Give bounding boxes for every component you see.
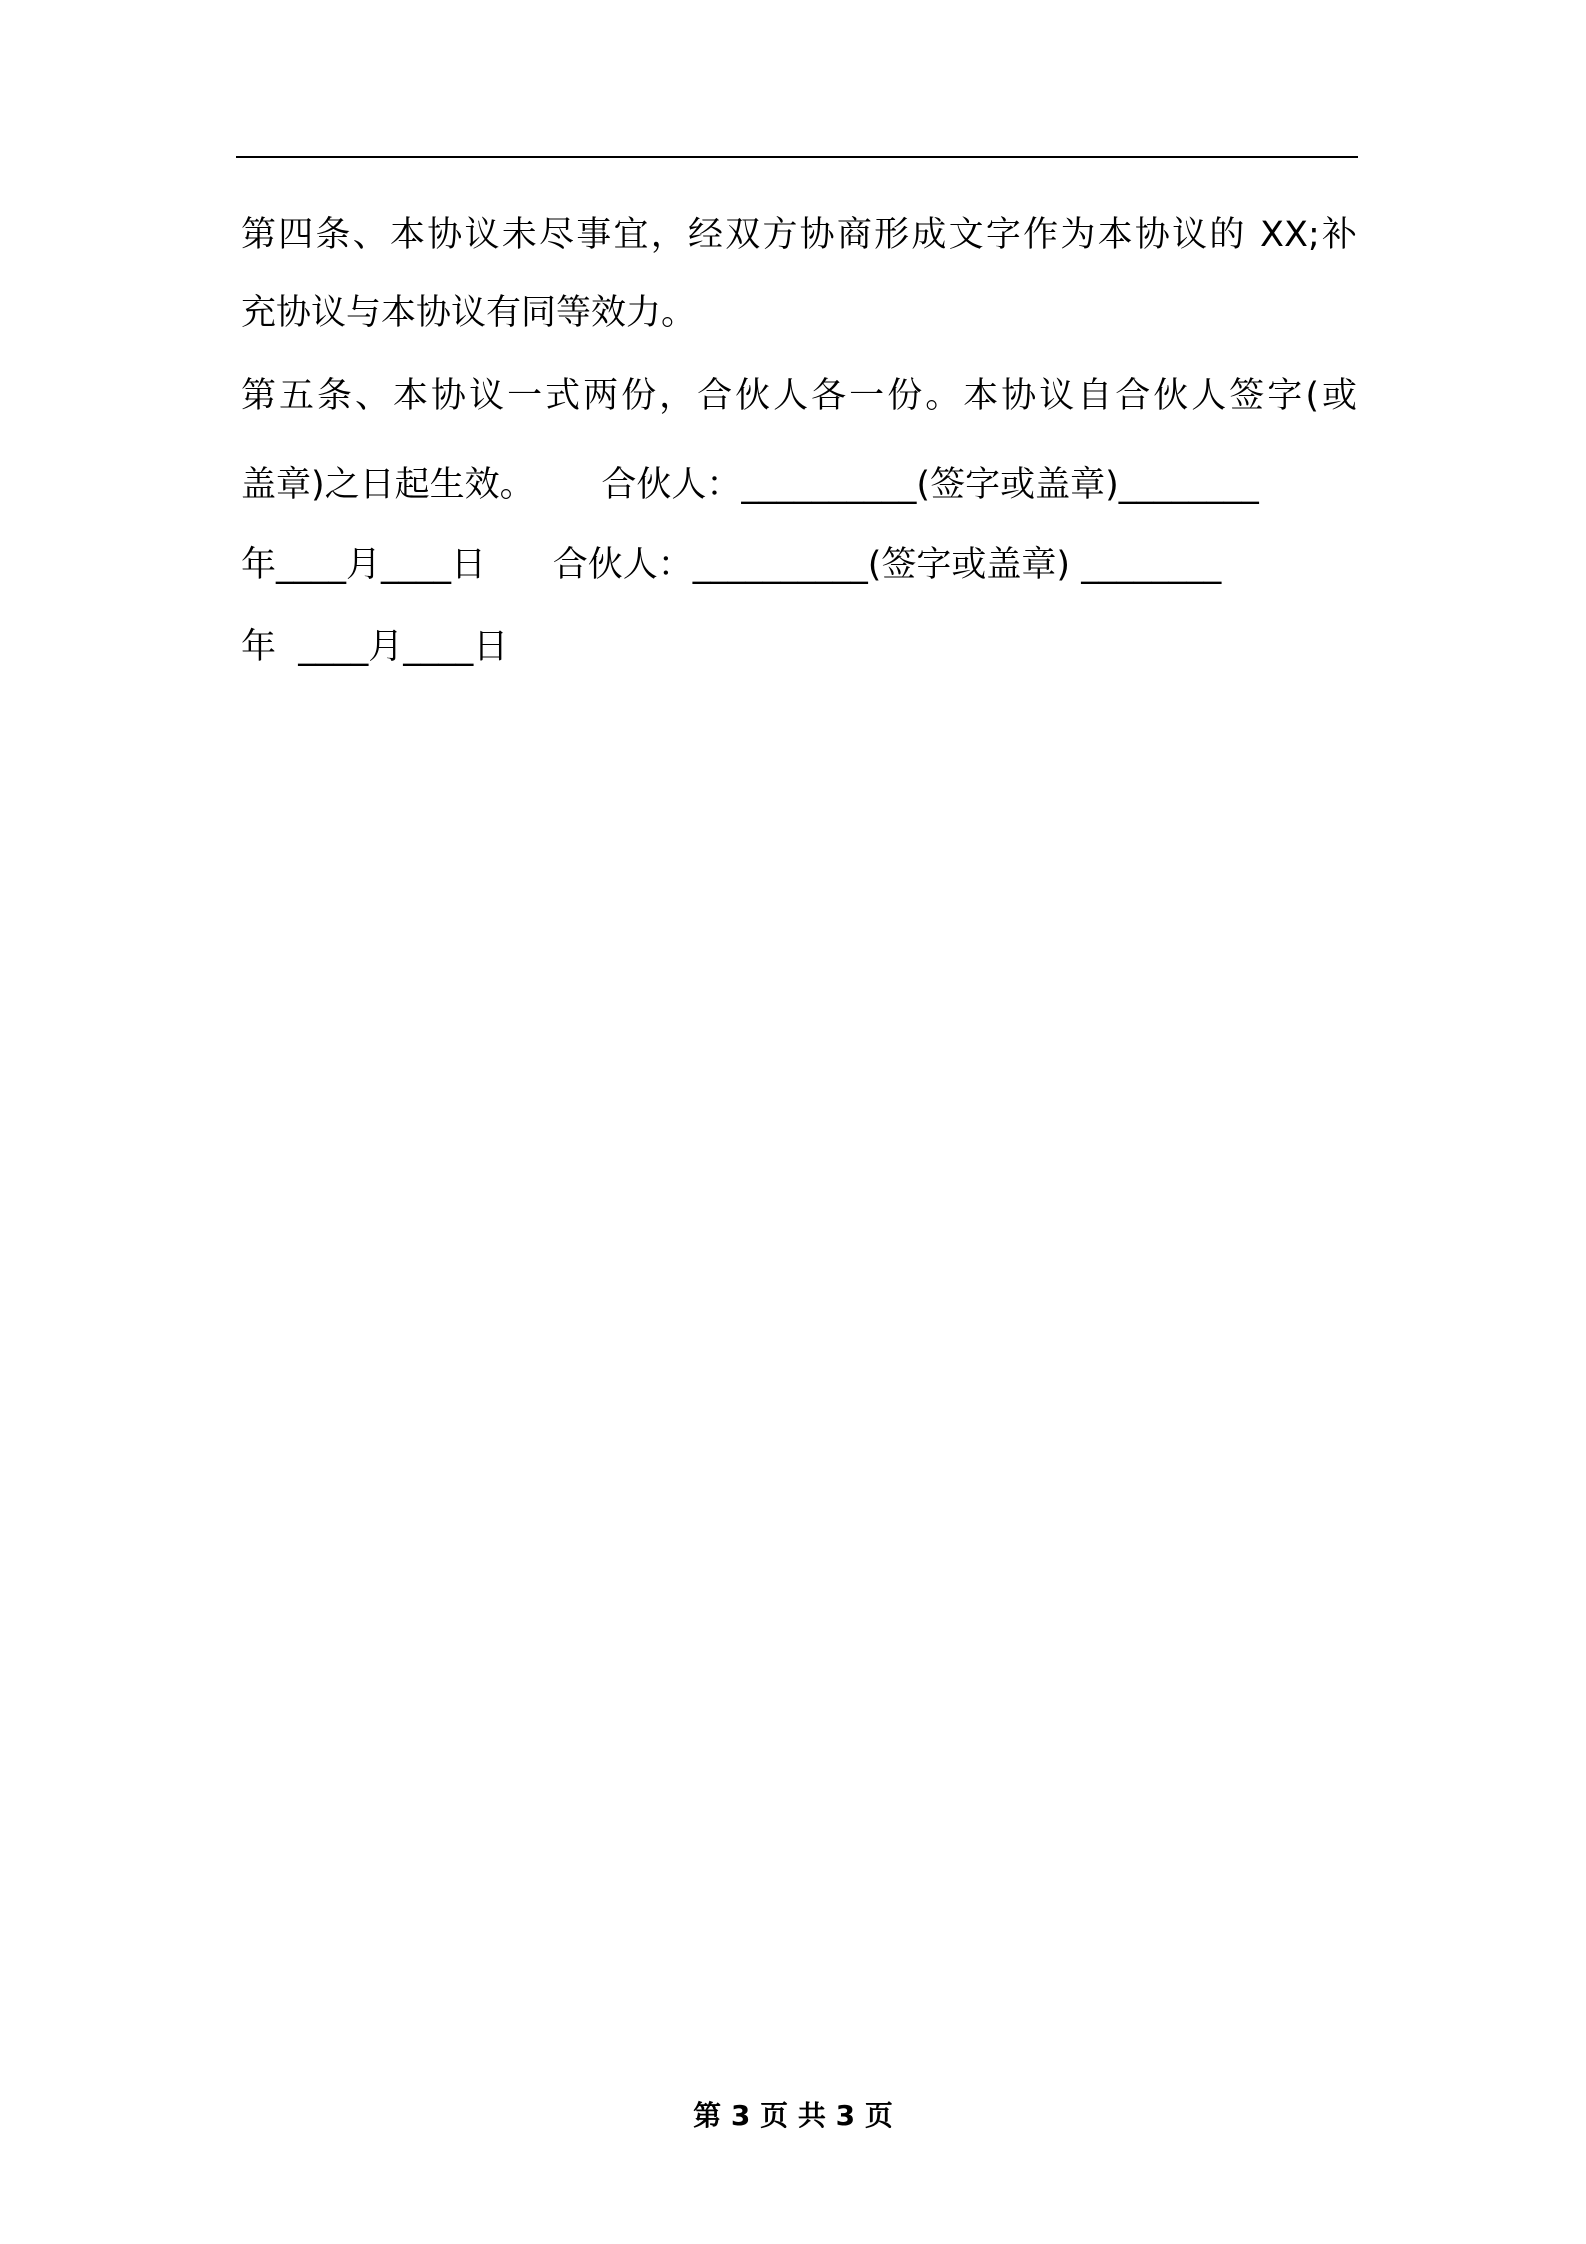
page-number: 第 3 页 共 3 页 [693, 2099, 893, 2132]
article-5-line-2-signature: 盖章)之日起生效。 合伙人：__________(签字或盖章)________ [241, 465, 1259, 505]
signature-date-line-2: 年 ____月____日 [241, 627, 509, 667]
article-5-line-1: 第五条、本协议一式两份，合伙人各一份。本协议自合伙人签字(或 [241, 376, 1357, 416]
header-rule [236, 156, 1358, 158]
signature-date-line-1: 年____月____日 合伙人：__________(签字或盖章) ________ [241, 545, 1222, 585]
article-4-line-1: 第四条、本协议未尽事宜，经双方协商形成文字作为本协议的 XX;补 [241, 215, 1357, 255]
article-4-line-2: 充协议与本协议有同等效力。 [241, 293, 697, 333]
